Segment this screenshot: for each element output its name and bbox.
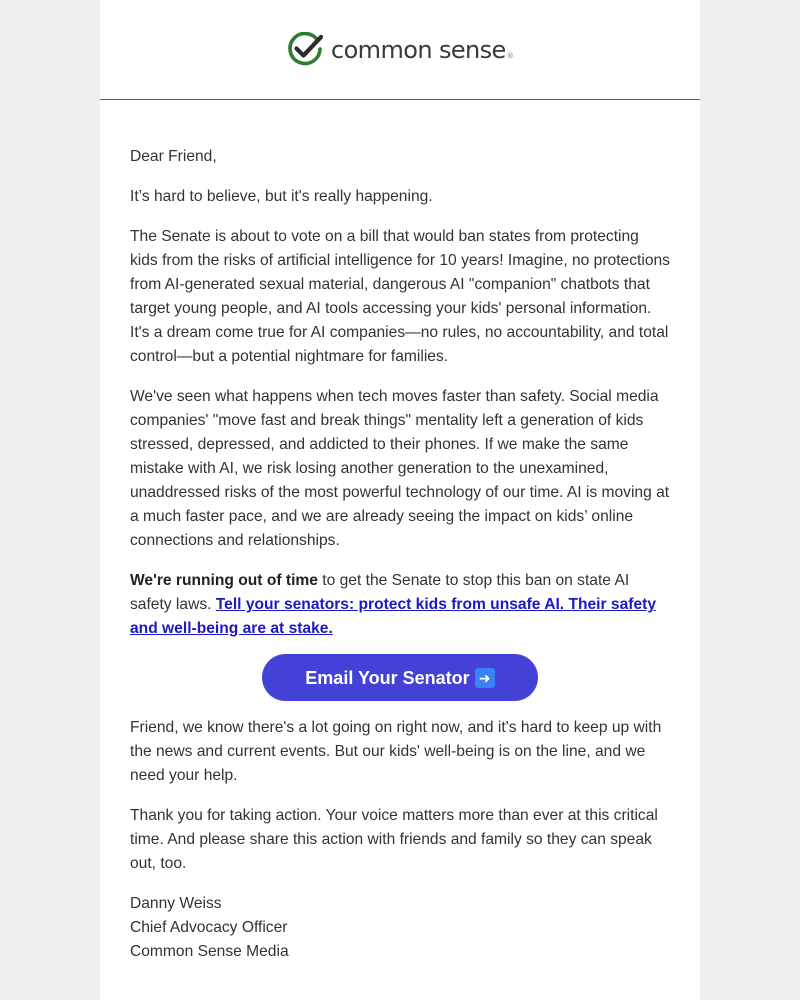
- paragraph-need-help: Friend, we know there's a lot going on right now, and it's hard to keep up with the news and current events. But our kids' well-being is on the line, and we need your help.: [130, 719, 662, 784]
- right-arrow-icon: ➜: [475, 668, 495, 688]
- paragraph-senate-bill: The Senate is about to vote on a bill that would ban states from protecting kids from the risks of artificial intelligence for 10 years! Imagine, no protections from AI-generated sexual material, dangerous AI "companion" chatbots that target young people, and AI tools accessing your kids' personal information. It's a dream come true for AI companies—no rules, no accountability, and total control—but a potential nightmare for families.: [130, 228, 670, 365]
- call-to-action-text: to get the Senate to stop this ban on state AI safety laws.: [130, 572, 630, 613]
- checkmark-circle-icon: [287, 32, 325, 68]
- email-your-senator-button[interactable]: [262, 654, 538, 701]
- common-sense-logo[interactable]: [287, 32, 513, 68]
- paragraph-call-to-action: [130, 569, 670, 641]
- logo-wordmark: common sense®: [331, 36, 514, 64]
- signature-name: Danny Weiss: [130, 895, 222, 912]
- email-body: [130, 145, 670, 964]
- paragraph-tech-safety: We've seen what happens when tech moves faster than safety. Social media companies' "move fast and break things" mentality left a generation of kids stressed, depressed, and addicted to their phones. If we make the same mistake with AI, we risk losing another generation to the unexamined, unaddressed risks of the most powerful technology of our time. AI is moving at a much faster pace, and we are already seeing the impact on kids’ online connections and relationships.: [130, 388, 670, 549]
- urgent-text: We're running out of time: [130, 572, 318, 589]
- signature-title: Chief Advocacy Officer: [130, 919, 288, 936]
- paragraph-thank-you: Thank you for taking action. Your voice matters more than ever at this critical time. And please share this action with friends and family so they can speak out, too.: [130, 807, 658, 872]
- registered-mark: ®: [506, 52, 514, 60]
- signature: [130, 892, 670, 964]
- signature-org: Common Sense Media: [130, 943, 289, 960]
- paragraph-intro: It’s hard to believe, but it's really happening.: [130, 188, 433, 205]
- email-header: [100, 0, 700, 100]
- email-card: [100, 0, 700, 1000]
- greeting: Dear Friend,: [130, 148, 217, 165]
- tell-senators-link[interactable]: Tell your senators: protect kids from unsafe AI. Their safety and well-being are at stake.: [130, 596, 656, 637]
- button-label: Email Your Senator: [305, 667, 470, 688]
- cta-button-row: [130, 654, 670, 701]
